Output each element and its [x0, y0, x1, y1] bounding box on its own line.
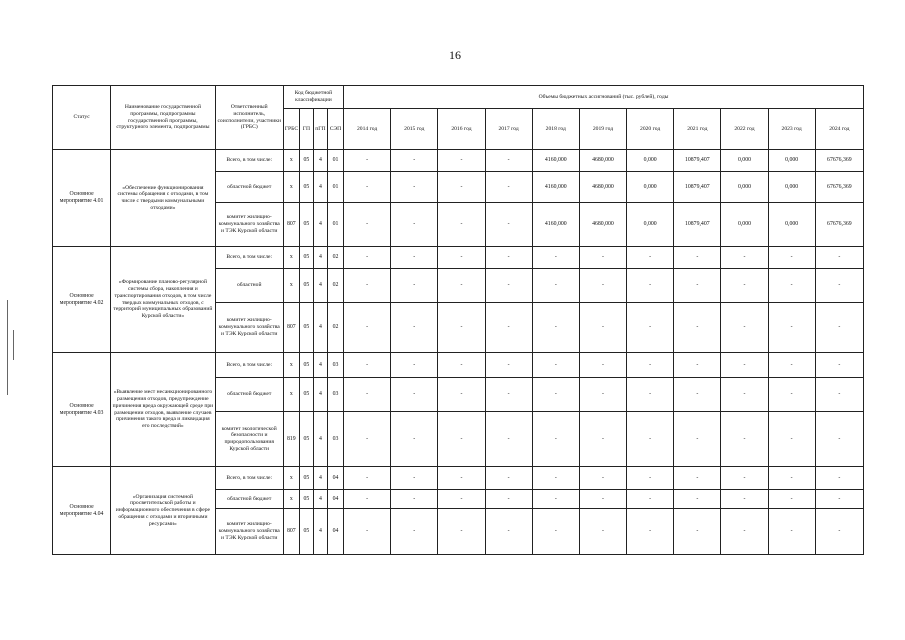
code-cell: 02	[327, 269, 343, 303]
code-cell: 4	[313, 509, 327, 555]
header-year-9: 2023 год	[768, 109, 815, 150]
code-cell: 03	[327, 378, 343, 412]
activity-name-cell: «Формирование планово-регулярной системы сбора, накопления и транспортирования отходов, в том числе твердых коммунальных отходов, с территорий муниципальных образований Курской области»	[111, 247, 215, 353]
code-cell: 4	[313, 247, 327, 269]
value-cell: -	[438, 412, 485, 467]
value-cell: -	[344, 303, 391, 353]
value-cell: -	[532, 412, 579, 467]
value-cell: -	[627, 353, 674, 378]
header-responsible: Ответственный исполнитель, соисполнители, участники (ГРБС)	[215, 86, 283, 150]
responsible-cell: областной бюджет	[215, 490, 283, 509]
value-cell: -	[532, 303, 579, 353]
value-cell: 4680,000	[579, 203, 626, 247]
table-row	[53, 467, 864, 490]
code-cell: 05	[299, 247, 313, 269]
code-cell: 03	[327, 353, 343, 378]
value-cell: -	[485, 303, 532, 353]
budget-allocation-table	[52, 85, 864, 555]
value-cell: -	[438, 378, 485, 412]
value-cell: -	[627, 509, 674, 555]
value-cell: -	[532, 353, 579, 378]
code-cell: х	[283, 490, 299, 509]
code-cell: 01	[327, 172, 343, 203]
value-cell: -	[391, 303, 438, 353]
value-cell: -	[438, 150, 485, 172]
code-cell: х	[283, 172, 299, 203]
value-cell: -	[438, 247, 485, 269]
value-cell: -	[721, 269, 768, 303]
value-cell: -	[627, 378, 674, 412]
value-cell: -	[438, 203, 485, 247]
value-cell: -	[344, 467, 391, 490]
value-cell: -	[768, 412, 815, 467]
code-cell: 4	[313, 303, 327, 353]
value-cell: -	[815, 490, 863, 509]
value-cell: -	[721, 247, 768, 269]
code-cell: 807	[283, 303, 299, 353]
value-cell: -	[815, 467, 863, 490]
code-cell: 05	[299, 467, 313, 490]
status-cell: Основное мероприятие 4.03	[53, 353, 111, 467]
responsible-cell: комитет жилищно-коммунального хозяйства и ТЭК Курской области	[215, 303, 283, 353]
responsible-cell: Всего, в том числе:	[215, 247, 283, 269]
activity-name-cell: «Выявление мест несанкционированного размещения отходов, предупреждение причинения вреда окружающей среде при размещении отходов, выявление случаев причинения такого вреда и ликвидация его последствий»	[111, 353, 215, 467]
header-year-5: 2019 год	[579, 109, 626, 150]
responsible-cell: Всего, в том числе:	[215, 353, 283, 378]
value-cell: -	[674, 378, 721, 412]
header-code-0: ГРБС	[283, 109, 299, 150]
margin-mark	[13, 330, 14, 360]
value-cell: -	[344, 269, 391, 303]
code-cell: 05	[299, 353, 313, 378]
code-cell: 4	[313, 467, 327, 490]
value-cell: -	[674, 509, 721, 555]
code-cell: 4	[313, 150, 327, 172]
code-cell: 4	[313, 490, 327, 509]
code-cell: х	[283, 150, 299, 172]
value-cell: -	[344, 490, 391, 509]
code-cell: х	[283, 353, 299, 378]
value-cell: 0,000	[768, 150, 815, 172]
code-cell: 807	[283, 203, 299, 247]
header-year-2: 2016 год	[438, 109, 485, 150]
value-cell: -	[391, 150, 438, 172]
value-cell: -	[815, 509, 863, 555]
value-cell: -	[815, 303, 863, 353]
code-cell: 05	[299, 303, 313, 353]
value-cell: -	[532, 378, 579, 412]
value-cell: -	[674, 412, 721, 467]
value-cell: -	[391, 353, 438, 378]
value-cell: -	[721, 303, 768, 353]
code-cell: х	[283, 269, 299, 303]
value-cell: -	[391, 412, 438, 467]
code-cell: 01	[327, 150, 343, 172]
value-cell: -	[768, 490, 815, 509]
code-cell: 04	[327, 490, 343, 509]
value-cell: 4680,000	[579, 172, 626, 203]
value-cell: -	[344, 203, 391, 247]
value-cell: 4160,000	[532, 172, 579, 203]
value-cell: -	[579, 378, 626, 412]
table-row	[53, 150, 864, 172]
header-year-6: 2020 год	[627, 109, 674, 150]
value-cell: -	[344, 509, 391, 555]
value-cell: -	[721, 490, 768, 509]
value-cell: -	[438, 269, 485, 303]
code-cell: 01	[327, 203, 343, 247]
code-cell: 03	[327, 412, 343, 467]
value-cell: -	[579, 412, 626, 467]
value-cell: -	[815, 353, 863, 378]
code-cell: 4	[313, 353, 327, 378]
code-cell: 04	[327, 509, 343, 555]
value-cell: -	[485, 269, 532, 303]
activity-name-cell: «Обеспечение функционирования системы обращения с отходами, в том числе с твердыми коммунальными отходами»	[111, 150, 215, 247]
header-year-3: 2017 год	[485, 109, 532, 150]
value-cell: 0,000	[721, 150, 768, 172]
value-cell: 0,000	[768, 203, 815, 247]
value-cell: -	[344, 378, 391, 412]
code-cell: 4	[313, 412, 327, 467]
value-cell: -	[485, 247, 532, 269]
value-cell: -	[815, 412, 863, 467]
responsible-cell: комитет жилищно-коммунального хозяйства и ТЭК Курской области	[215, 203, 283, 247]
value-cell: 67676,369	[815, 203, 863, 247]
table-body	[53, 150, 864, 555]
value-cell: -	[438, 490, 485, 509]
responsible-cell: комитет жилищно-коммунального хозяйства и ТЭК Курской области	[215, 509, 283, 555]
header-year-7: 2021 год	[674, 109, 721, 150]
responsible-cell: Всего, в том числе:	[215, 150, 283, 172]
value-cell: -	[579, 353, 626, 378]
value-cell: -	[815, 247, 863, 269]
table-row	[53, 247, 864, 269]
status-cell: Основное мероприятие 4.02	[53, 247, 111, 353]
value-cell: -	[674, 467, 721, 490]
code-cell: 02	[327, 303, 343, 353]
value-cell: -	[674, 269, 721, 303]
header-year-8: 2022 год	[721, 109, 768, 150]
responsible-cell: областной	[215, 269, 283, 303]
value-cell: -	[579, 467, 626, 490]
table-row	[53, 353, 864, 378]
margin-mark	[7, 300, 8, 395]
header-code-group: Код бюджетной классификации	[283, 86, 343, 109]
value-cell: -	[674, 247, 721, 269]
value-cell: -	[532, 247, 579, 269]
value-cell: -	[391, 490, 438, 509]
value-cell: -	[391, 247, 438, 269]
header-code-2: пГП	[313, 109, 327, 150]
value-cell: -	[438, 353, 485, 378]
value-cell: -	[391, 467, 438, 490]
header-year-1: 2015 год	[391, 109, 438, 150]
value-cell: -	[391, 203, 438, 247]
header-name: Наименование государственной программы, подпрограммы государственной программы, структурного элемента, подпрограммы	[111, 86, 215, 150]
status-cell: Основное мероприятие 4.01	[53, 150, 111, 247]
value-cell: -	[768, 509, 815, 555]
value-cell: -	[485, 412, 532, 467]
value-cell: -	[768, 467, 815, 490]
value-cell: -	[627, 269, 674, 303]
value-cell: -	[674, 303, 721, 353]
header-code-3: СЭП	[327, 109, 343, 150]
value-cell: 0,000	[627, 203, 674, 247]
value-cell: 67676,369	[815, 150, 863, 172]
value-cell: -	[721, 378, 768, 412]
value-cell: -	[721, 509, 768, 555]
code-cell: 4	[313, 378, 327, 412]
code-cell: 05	[299, 269, 313, 303]
code-cell: 05	[299, 150, 313, 172]
value-cell: 0,000	[768, 172, 815, 203]
value-cell: -	[768, 247, 815, 269]
value-cell: -	[344, 247, 391, 269]
code-cell: 819	[283, 412, 299, 467]
value-cell: -	[485, 467, 532, 490]
value-cell: 4160,000	[532, 203, 579, 247]
value-cell: -	[532, 467, 579, 490]
header-year-4: 2018 год	[532, 109, 579, 150]
value-cell: -	[627, 412, 674, 467]
code-cell: х	[283, 247, 299, 269]
value-cell: -	[579, 269, 626, 303]
value-cell: -	[532, 269, 579, 303]
value-cell: -	[344, 172, 391, 203]
value-cell: 4160,000	[532, 150, 579, 172]
value-cell: -	[438, 509, 485, 555]
code-cell: 4	[313, 172, 327, 203]
code-cell: 05	[299, 203, 313, 247]
value-cell: -	[815, 378, 863, 412]
value-cell: -	[627, 247, 674, 269]
code-cell: 05	[299, 490, 313, 509]
responsible-cell: комитет экологической безопасности и природопользования Курской области	[215, 412, 283, 467]
value-cell: -	[391, 269, 438, 303]
header-status: Статус	[53, 86, 111, 150]
value-cell: -	[438, 172, 485, 203]
value-cell: -	[532, 509, 579, 555]
value-cell: -	[768, 378, 815, 412]
value-cell: -	[768, 303, 815, 353]
value-cell: -	[485, 509, 532, 555]
responsible-cell: областной бюджет	[215, 378, 283, 412]
header-year-10: 2024 год	[815, 109, 863, 150]
value-cell: -	[391, 509, 438, 555]
value-cell: -	[627, 467, 674, 490]
value-cell: -	[579, 490, 626, 509]
activity-name-cell: «Организация системной просветительской работы и информационного обеспечения в сфере обращения с отходами и вторичными ресурсами»	[111, 467, 215, 555]
header-year-0: 2014 год	[344, 109, 391, 150]
status-cell: Основное мероприятие 4.04	[53, 467, 111, 555]
code-cell: 05	[299, 509, 313, 555]
value-cell: 10879,407	[674, 172, 721, 203]
value-cell: 4680,000	[579, 150, 626, 172]
value-cell: -	[721, 412, 768, 467]
value-cell: 10879,407	[674, 150, 721, 172]
table-header	[53, 86, 864, 150]
value-cell: -	[485, 353, 532, 378]
value-cell: -	[485, 172, 532, 203]
value-cell: -	[768, 353, 815, 378]
code-cell: 4	[313, 203, 327, 247]
value-cell: 0,000	[721, 172, 768, 203]
code-cell: 05	[299, 378, 313, 412]
value-cell: -	[579, 509, 626, 555]
value-cell: 0,000	[627, 150, 674, 172]
value-cell: -	[815, 269, 863, 303]
value-cell: -	[485, 150, 532, 172]
value-cell: -	[344, 412, 391, 467]
value-cell: -	[485, 378, 532, 412]
value-cell: -	[579, 303, 626, 353]
value-cell: -	[344, 150, 391, 172]
code-cell: 807	[283, 509, 299, 555]
value-cell: -	[344, 353, 391, 378]
header-code-1: ГП	[299, 109, 313, 150]
value-cell: -	[438, 467, 485, 490]
value-cell: 67676,369	[815, 172, 863, 203]
value-cell: -	[721, 467, 768, 490]
code-cell: 05	[299, 172, 313, 203]
value-cell: -	[627, 490, 674, 509]
header-volume-group: Объемы бюджетных ассигнований (тыс. рублей), годы	[344, 86, 864, 109]
value-cell: 10879,407	[674, 203, 721, 247]
code-cell: х	[283, 467, 299, 490]
value-cell: -	[485, 203, 532, 247]
value-cell: -	[768, 269, 815, 303]
value-cell: -	[391, 172, 438, 203]
value-cell: -	[532, 490, 579, 509]
value-cell: -	[391, 378, 438, 412]
code-cell: 4	[313, 269, 327, 303]
code-cell: х	[283, 378, 299, 412]
value-cell: -	[627, 303, 674, 353]
responsible-cell: Всего, в том числе:	[215, 467, 283, 490]
value-cell: -	[438, 303, 485, 353]
value-cell: -	[721, 353, 768, 378]
value-cell: -	[485, 490, 532, 509]
value-cell: -	[674, 353, 721, 378]
value-cell: -	[674, 490, 721, 509]
code-cell: 02	[327, 247, 343, 269]
code-cell: 04	[327, 467, 343, 490]
code-cell: 05	[299, 412, 313, 467]
value-cell: 0,000	[627, 172, 674, 203]
value-cell: 0,000	[721, 203, 768, 247]
responsible-cell: областной бюджет	[215, 172, 283, 203]
value-cell: -	[579, 247, 626, 269]
page-number: 16	[449, 48, 461, 62]
